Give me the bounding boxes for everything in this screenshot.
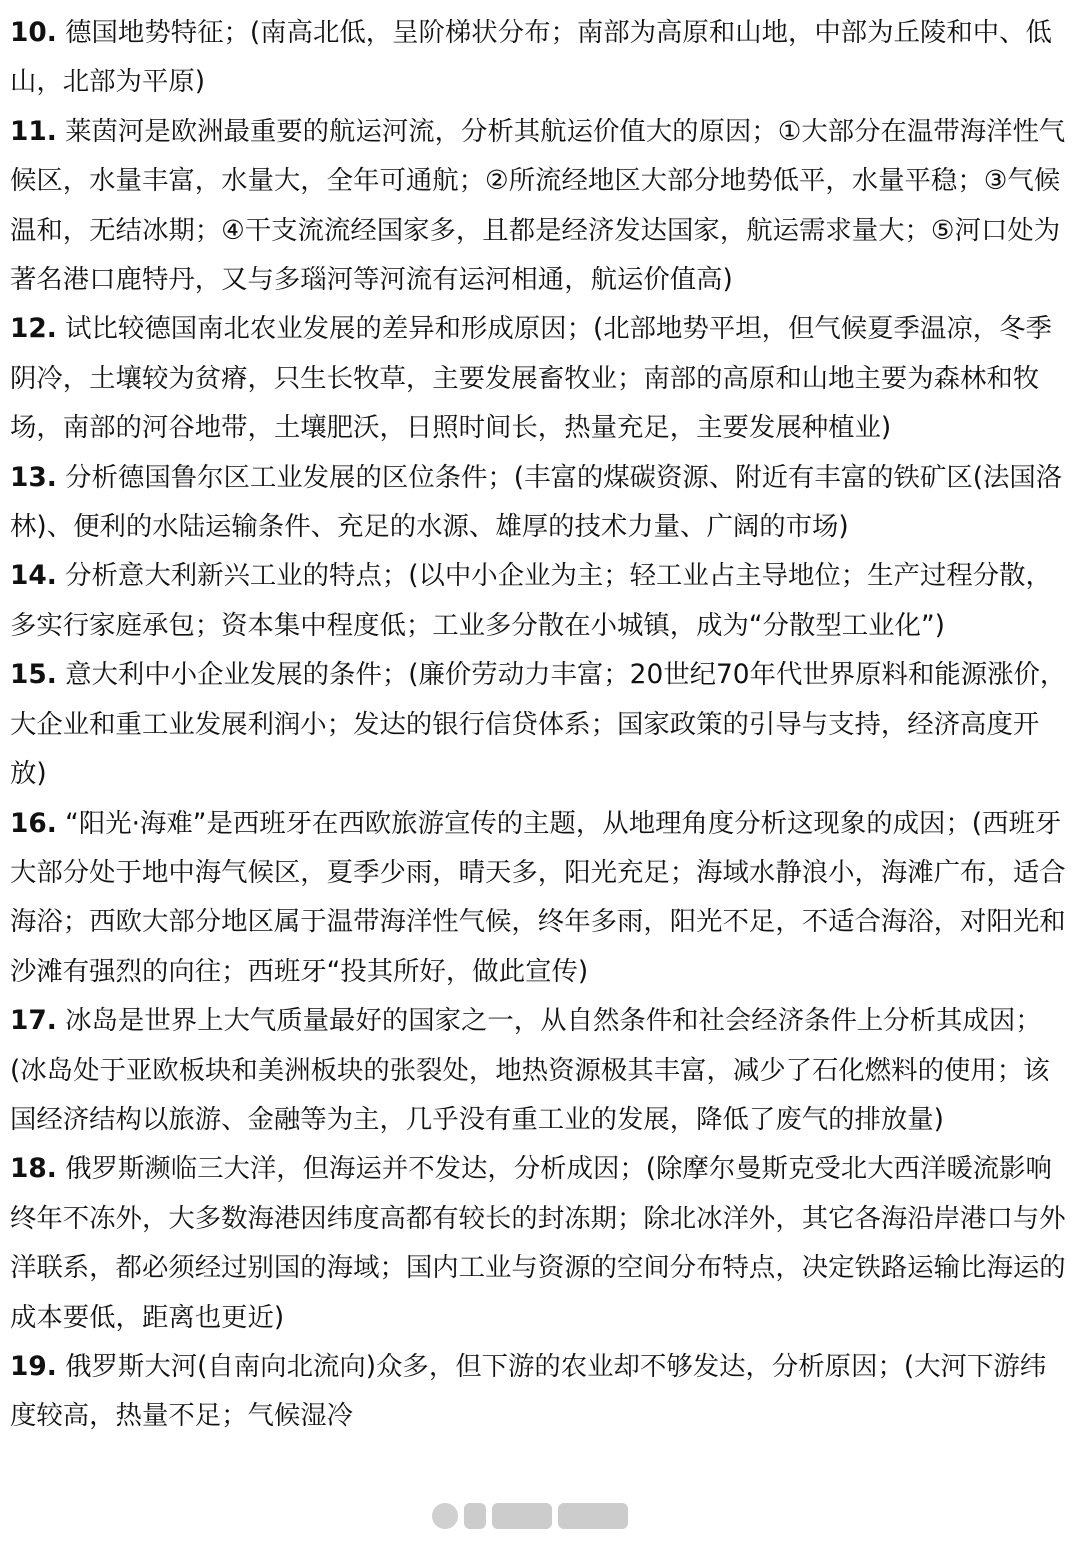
item-number: 12.: [10, 313, 57, 345]
list-item-10: [10, 8, 1072, 107]
item-number: 19.: [10, 1350, 57, 1382]
item-number: 16.: [10, 807, 57, 839]
list-item-11: [10, 107, 1072, 305]
list-item-19: [10, 1342, 1072, 1441]
item-text: “阳光·海难”是西班牙在西欧旅游宣传的主题，从地理角度分析这现象的成因；(西班牙大部分处于地中海气候区，夏季少雨，晴天多，阳光充足；海域水静浪小，海滩广布，适合海浴；西欧大部分地区属于温带海洋性气候，终年多雨，阳光不足，不适合海浴，对阳光和沙滩有强烈的向往；西班牙“投其所好，做此宣传): [10, 807, 1066, 987]
list-item-16: [10, 799, 1072, 997]
item-number: 18.: [10, 1153, 57, 1185]
item-text: 分析德国鲁尔区工业发展的区位条件；(丰富的煤碳资源、附近有丰富的铁矿区(法国洛林)、便利的水陆运输条件、充足的水源、雄厚的技术力量、广阔的市场): [10, 461, 1063, 543]
list-item-17: [10, 996, 1072, 1144]
list-item-12: [10, 304, 1072, 452]
item-text: 莱茵河是欧洲最重要的航运河流，分析其航运价值大的原因；①大部分在温带海洋性气候区，水量丰富，水量大，全年可通航；②所流经地区大部分地势低平，水量平稳；③气候温和，无结冰期；④干支流流经国家多，且都是经济发达国家，航运需求量大；⑤河口处为著名港口鹿特丹，又与多瑙河等河流有运河相通，航运价值高): [10, 115, 1066, 296]
item-text: 俄罗斯大河(自南向北流向)众多，但下游的农业却不够发达，分析原因；(大河下游纬度较高，热量不足；气候湿冷: [10, 1350, 1047, 1432]
list-item-14: [10, 551, 1072, 650]
list-item-13: [10, 453, 1072, 552]
item-number: 10.: [10, 17, 57, 48]
item-text: 冰岛是世界上大气质量最好的国家之一，从自然条件和社会经济条件上分析其成因；(冰岛处于亚欧板块和美洲板块的张裂处，地热资源极其丰富，减少了石化燃料的使用；该国经济结构以旅游、金融等为主，几乎没有重工业的发展，降低了废气的排放量): [10, 1005, 1050, 1135]
list-item-18: [10, 1144, 1072, 1342]
item-text: 分析意大利新兴工业的特点；(以中小企业为主；轻工业占主导地位；生产过程分散，多实行家庭承包；资本集中程度低；工业多分散在小城镇，成为“分散型工业化”): [10, 560, 1052, 641]
item-text: 试比较德国南北农业发展的差异和形成原因；(北部地势平坦，但气候夏季温凉，冬季阴冷，土壤较为贫瘠，只生长牧草，主要发展畜牧业；南部的高原和山地主要为森林和牧场，南部的河谷地带，土壤肥沃，日照时间长，热量充足，主要发展种植业): [10, 313, 1052, 444]
item-number: 13.: [10, 461, 57, 493]
list-item-15: [10, 650, 1072, 798]
item-number: 11.: [10, 115, 57, 147]
item-text: 俄罗斯濒临三大洋，但海运并不发达，分析成因；(除摩尔曼斯克受北大西洋暖流影响终年不冻外，大多数海港因纬度高都有较长的封冻期；除北冰洋外，其它各海沿岸港口与外洋联系，都必须经过别国的海域；国内工业与资源的空间分布特点，决定铁路运输比海运的成本要低，距离也更近): [10, 1153, 1066, 1333]
item-text: 意大利中小企业发展的条件；(廉价劳动力丰富；20世纪70年代世界原料和能源涨价，大企业和重工业发展利润小；发达的银行信贷体系；国家政策的引导与支持，经济高度开放): [10, 659, 1067, 790]
item-text: 德国地势特征；(南高北低，呈阶梯状分布；南部为高原和山地，中部为丘陵和中、低山，北部为平原): [10, 17, 1052, 98]
item-number: 15.: [10, 659, 57, 691]
item-number: 14.: [10, 560, 57, 592]
item-number: 17.: [10, 1005, 57, 1037]
